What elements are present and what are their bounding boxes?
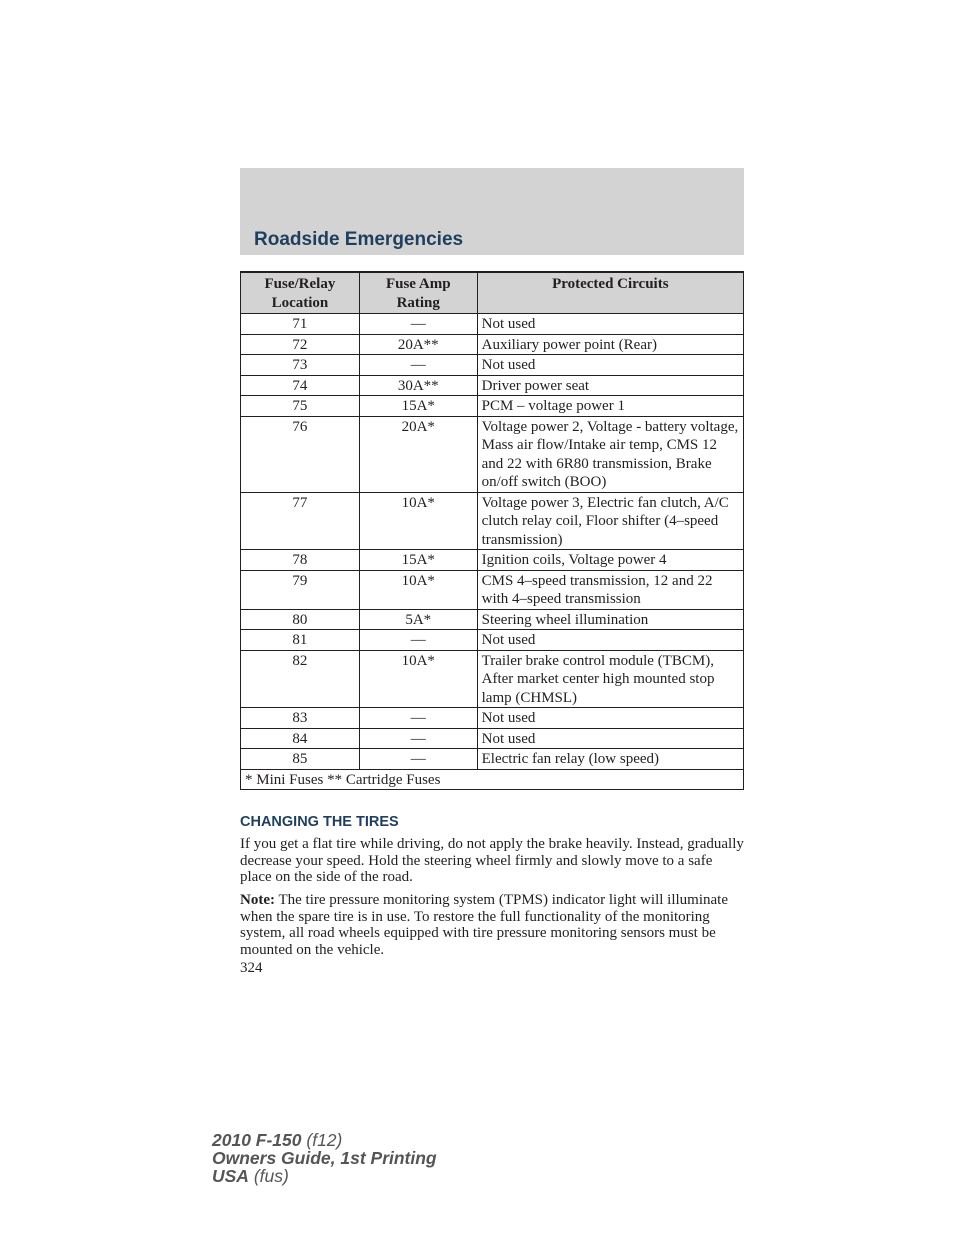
table-row (241, 570, 744, 609)
cell-rating: — (359, 314, 477, 335)
table-footnote: * Mini Fuses ** Cartridge Fuses (241, 769, 744, 790)
table-row (241, 749, 744, 770)
cell-location: 71 (241, 314, 360, 335)
cell-location: 75 (241, 396, 360, 417)
cell-rating: 20A** (359, 334, 477, 355)
cell-circuits: Driver power seat (477, 375, 743, 396)
cell-location: 77 (241, 492, 360, 550)
footer-model: 2010 F-150 (212, 1130, 302, 1150)
note-text: The tire pressure monitoring system (TPMS) indicator light will illuminate when the spare tire is in use. To restore the full functionality of the monitoring system, all road wheels equipped with tire pressure monitoring sensors must be mounted on the vehicle. (240, 892, 728, 958)
table-row (241, 416, 744, 492)
cell-circuits: Electric fan relay (low speed) (477, 749, 743, 770)
cell-location: 81 (241, 630, 360, 651)
cell-circuits: Trailer brake control module (TBCM), After market center high mounted stop lamp (CHMSL) (477, 650, 743, 708)
cell-rating: 15A* (359, 396, 477, 417)
cell-rating: — (359, 708, 477, 729)
cell-circuits: Voltage power 3, Electric fan clutch, A/C clutch relay coil, Floor shifter (4–speed transmission) (477, 492, 743, 550)
table-footnote-row (241, 769, 744, 790)
cell-location: 85 (241, 749, 360, 770)
cell-location: 79 (241, 570, 360, 609)
table-header-row (241, 272, 744, 314)
paragraph-note (240, 892, 744, 958)
cell-location: 78 (241, 550, 360, 571)
cell-location: 73 (241, 355, 360, 376)
table-row (241, 396, 744, 417)
header-rating (359, 272, 477, 314)
footer (212, 1131, 437, 1185)
cell-rating: 15A* (359, 550, 477, 571)
cell-location: 83 (241, 708, 360, 729)
table-row (241, 314, 744, 335)
table-row (241, 355, 744, 376)
cell-circuits: Not used (477, 708, 743, 729)
header-band (240, 168, 744, 255)
cell-rating: 30A** (359, 375, 477, 396)
cell-rating: 10A* (359, 570, 477, 609)
table-row (241, 375, 744, 396)
cell-rating: — (359, 355, 477, 376)
table-row (241, 492, 744, 550)
footer-line-1 (212, 1131, 437, 1149)
page-number: 324 (240, 960, 263, 976)
page-title: Roadside Emergencies (254, 229, 464, 250)
cell-location: 82 (241, 650, 360, 708)
table-row (241, 630, 744, 651)
cell-circuits: Voltage power 2, Voltage - battery voltage, Mass air flow/Intake air temp, CMS 12 and 22 with 6R80 transmission, Brake on/off switch (BOO) (477, 416, 743, 492)
cell-circuits: Steering wheel illumination (477, 609, 743, 630)
header-location-label: Fuse/Relay Location (264, 276, 336, 311)
cell-location: 80 (241, 609, 360, 630)
cell-location: 72 (241, 334, 360, 355)
cell-circuits: CMS 4–speed transmission, 12 and 22 with 4–speed transmission (477, 570, 743, 609)
table-row (241, 609, 744, 630)
cell-rating: 5A* (359, 609, 477, 630)
footer-market: USA (212, 1166, 249, 1186)
cell-rating: 20A* (359, 416, 477, 492)
cell-circuits: Not used (477, 728, 743, 749)
footer-guide: Owners Guide, 1st Printing (212, 1148, 437, 1168)
table-row (241, 334, 744, 355)
header-circuits-label: Protected Circuits (552, 276, 669, 292)
header-circuits (477, 272, 743, 314)
cell-rating: — (359, 630, 477, 651)
cell-circuits: Not used (477, 355, 743, 376)
cell-circuits: Ignition coils, Voltage power 4 (477, 550, 743, 571)
table-row (241, 728, 744, 749)
footer-model-code: (f12) (301, 1130, 343, 1150)
cell-circuits: Not used (477, 630, 743, 651)
cell-rating: 10A* (359, 650, 477, 708)
footer-line-2 (212, 1149, 437, 1167)
table-row (241, 708, 744, 729)
footer-market-code: (fus) (248, 1166, 289, 1186)
cell-circuits: Not used (477, 314, 743, 335)
footer-line-3 (212, 1167, 437, 1185)
paragraph-flat-tire: If you get a flat tire while driving, do not apply the brake heavily. Instead, gradually decrease your speed. Hold the steering wheel firmly and slowly move to a safe place on the side of the road. (240, 836, 744, 885)
cell-rating: — (359, 749, 477, 770)
cell-location: 74 (241, 375, 360, 396)
section-heading: CHANGING THE TIRES (240, 814, 399, 830)
cell-location: 84 (241, 728, 360, 749)
table-row (241, 550, 744, 571)
note-label: Note: (240, 892, 275, 908)
cell-circuits: Auxiliary power point (Rear) (477, 334, 743, 355)
cell-location: 76 (241, 416, 360, 492)
header-location (241, 272, 360, 314)
header-rating-label: Fuse Amp Rating (385, 276, 451, 311)
cell-circuits: PCM – voltage power 1 (477, 396, 743, 417)
table-row (241, 650, 744, 708)
cell-rating: — (359, 728, 477, 749)
fuse-table (240, 271, 744, 790)
cell-rating: 10A* (359, 492, 477, 550)
